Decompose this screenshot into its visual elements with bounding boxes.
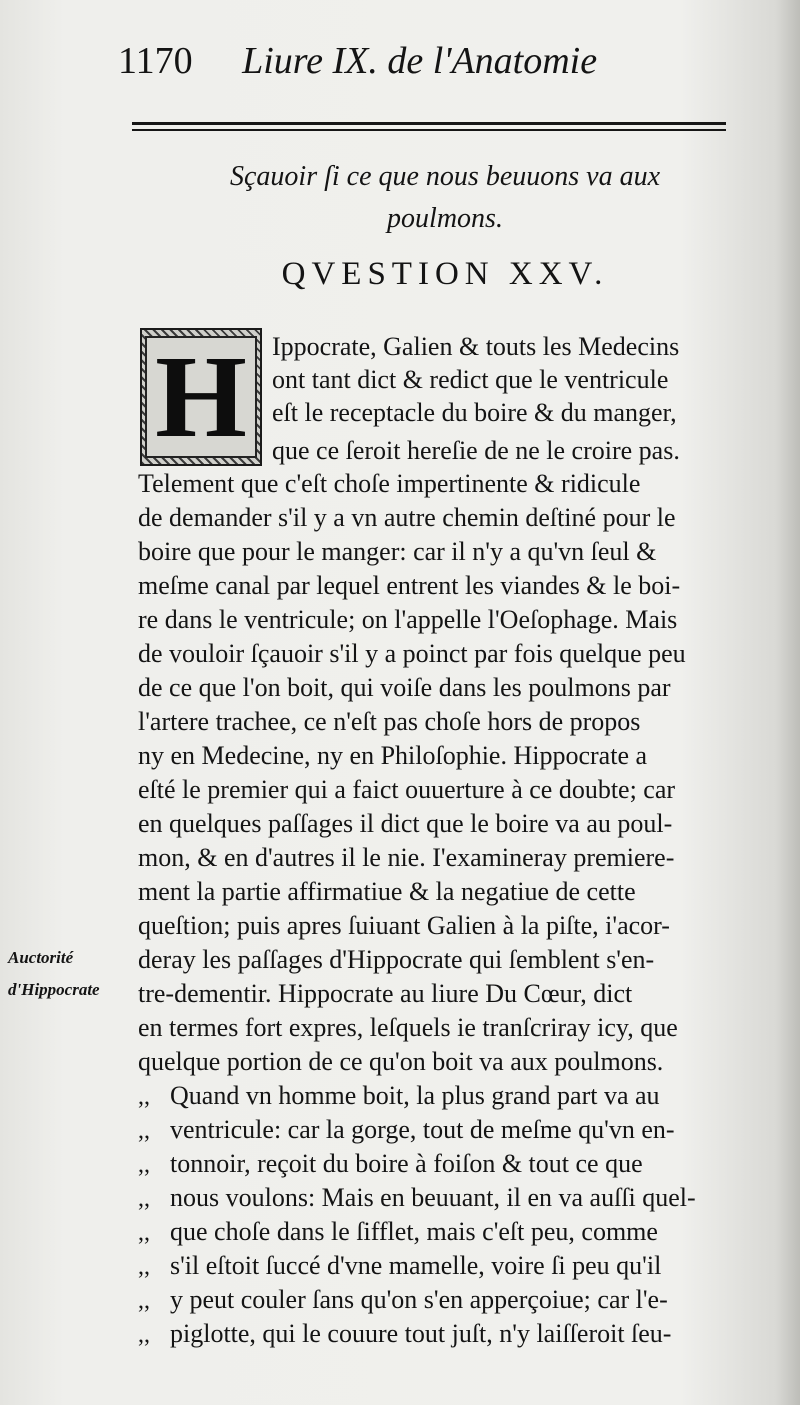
quote-mark: ,, xyxy=(138,1322,150,1348)
text-line: meſme canal par lequel entrent les viandes & le boi- xyxy=(138,571,681,600)
text-line: eſt le receptacle du boire & du manger, xyxy=(272,398,677,427)
header-rule-thin xyxy=(132,129,726,131)
running-head xyxy=(118,38,638,84)
section-title-line-1: Sçauoir ſi ce que nous beuuons va aux xyxy=(229,161,661,192)
text-line: y peut couler ſans qu'on s'en apperçoiue; car l'e- xyxy=(170,1285,668,1314)
text-line: boire que pour le manger: car il n'y a qu'vn ſeul & xyxy=(138,537,657,566)
quote-mark: ,, xyxy=(138,1084,150,1110)
header-rule xyxy=(132,122,726,125)
text-line: ventricule: car la gorge, tout de meſme qu'vn en- xyxy=(170,1115,675,1144)
text-line: piglotte, qui le couure tout juſt, n'y laiſſeroit ſeu- xyxy=(170,1319,672,1348)
text-line: quelque portion de ce qu'on boit va aux poulmons. xyxy=(138,1047,664,1076)
text-line: que ce ſeroit hereſie de ne le croire pas. xyxy=(272,436,680,465)
quote-mark: ,, xyxy=(138,1288,150,1314)
text-line: tonnoir, reçoit du boire à foiſon & tout ce que xyxy=(170,1149,643,1178)
text-line: de ce que l'on boit, qui voiſe dans les poulmons par xyxy=(138,673,671,702)
text-line: ny en Medecine, ny en Philoſophie. Hippocrate a xyxy=(138,741,648,770)
quote-mark: ,, xyxy=(138,1118,150,1144)
text-line: que choſe dans le ſifflet, mais c'eſt peu, comme xyxy=(170,1217,658,1246)
text-line: tre-dementir. Hippocrate au liure Du Cœur, dict xyxy=(138,979,633,1008)
section-title xyxy=(150,156,740,240)
text-line: mon, & en d'autres il le nie. I'examineray premiere- xyxy=(138,843,675,872)
text-line: en termes fort expres, leſquels ie tranſcriray icy, que xyxy=(138,1013,678,1042)
text-line: de demander s'il y a vn autre chemin deſtiné pour le xyxy=(138,503,676,532)
running-title: Liure IX. de l'Anatomie xyxy=(242,40,598,82)
page-number: 1170 xyxy=(118,40,193,82)
text-line: en quelques paſſages il dict que le boire va au poul- xyxy=(138,809,673,838)
text-line: de vouloir ſçauoir s'il y a poinct par fois quelque peu xyxy=(138,639,686,668)
quote-mark: ,, xyxy=(138,1186,150,1212)
decorated-initial xyxy=(140,328,262,466)
text-line: Quand vn homme boit, la plus grand part va au xyxy=(170,1081,660,1110)
text-line: eſté le premier qui a faict ouuerture à ce doubte; car xyxy=(138,775,676,804)
text-line: ont tant dict & redict que le ventricule xyxy=(272,365,669,394)
quote-mark: ,, xyxy=(138,1152,150,1178)
text-line: Ippocrate, Galien & touts les Medecins xyxy=(272,332,680,361)
text-line: re dans le ventricule; on l'appelle l'Oeſophage. Mais xyxy=(138,605,678,634)
quote-mark: ,, xyxy=(138,1254,150,1280)
quote-mark: ,, xyxy=(138,1220,150,1246)
text-line: s'il eſtoit ſuccé d'vne mamelle, voire ſi peu qu'il xyxy=(170,1251,662,1280)
marginal-note-line-1: Auctorité xyxy=(8,948,74,967)
initial-letter: H xyxy=(145,336,257,458)
text-line: Telement que c'eſt choſe impertinente & ridicule xyxy=(138,469,641,498)
text-line: queſtion; puis apres ſuiuant Galien à la piſte, i'acor- xyxy=(138,911,670,940)
text-line: ment la partie affirmatiue & la negatiue de cette xyxy=(138,877,636,906)
section-title-line-2: poulmons. xyxy=(387,203,503,234)
text-line: deray les paſſages d'Hippocrate qui ſemblent s'en- xyxy=(138,945,655,974)
text-line: l'artere trachee, ce n'eſt pas choſe hors de propos xyxy=(138,707,641,736)
marginal-note-line-2: d'Hippocrate xyxy=(8,980,100,999)
question-heading: QVESTION XXV. xyxy=(281,256,609,292)
text-line: nous voulons: Mais en beuuant, il en va auſſi quel- xyxy=(170,1183,696,1212)
